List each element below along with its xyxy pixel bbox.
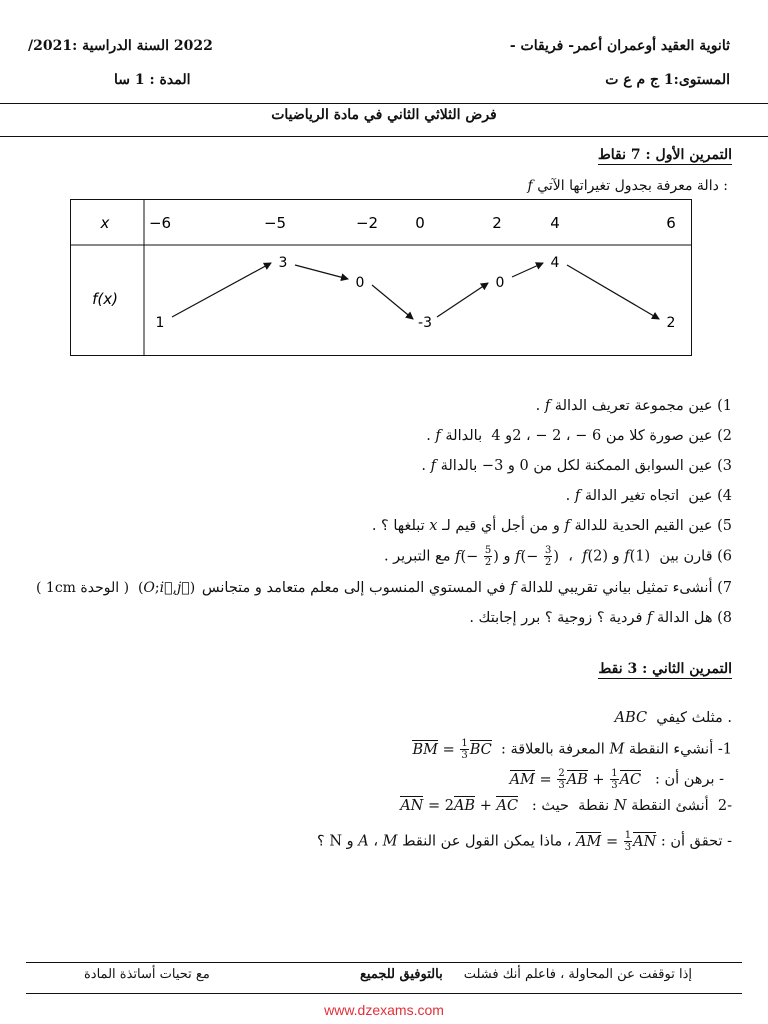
question-8: 8) هل الدالة f فردية ؟ زوجية ؟ برر إجابتك . — [469, 610, 732, 626]
table-x-value: −5 — [263, 214, 287, 232]
school-year — [28, 38, 213, 54]
increasing-arrow — [172, 263, 271, 317]
table-f-value: 0 — [355, 275, 365, 291]
intro-function-var: f — [527, 178, 533, 194]
footer-center: بالتوفيق للجميع — [360, 967, 443, 982]
table-f-value: 4 — [550, 255, 560, 271]
school-year-end: 2022 — [173, 38, 213, 54]
table-fx-label: f(x) — [92, 290, 118, 308]
table-x-label: x — [100, 214, 110, 232]
exercise2-title: التمرين الثاني : — [642, 661, 732, 677]
exercise2-item-3: -2 أنشئ النقطة N نقطة حيث : AN = 2AB + AC — [400, 798, 732, 814]
question-4: 4) عين اتجاه تغير الدالة f . — [565, 488, 732, 504]
decreasing-arrow — [295, 265, 348, 279]
table-f-value: 3 — [278, 255, 288, 271]
table-x-value: 4 — [550, 214, 560, 232]
increasing-arrow — [512, 263, 543, 277]
increasing-arrow — [437, 283, 488, 317]
school-year-label: السنة الدراسية :2021/ — [28, 38, 169, 54]
table-f-value: 2 — [666, 315, 676, 331]
question-2: 2) عين صورة كلا من 6 − ، 2 − ، 2و 4 بالدالة f . — [426, 428, 732, 444]
table-f-values — [156, 255, 676, 331]
class-level: المستوى:1 ج م ع ت — [605, 72, 730, 88]
school-name: ثانوية العقيد أوعمران أعمر- فريقات - — [509, 38, 730, 54]
exam-title: فرض الثلاثي الثاني في مادة الرياضيات — [271, 107, 497, 123]
exam-duration: المدة : 1 سا — [114, 72, 191, 88]
exercise1-intro — [528, 178, 728, 194]
table-x-value: 2 — [492, 214, 502, 232]
intro-text: دالة معرفة بجدول تغيراتها الآتي : — [537, 178, 728, 194]
exercise2-points: 3 نقط — [598, 661, 638, 677]
table-x-value: −6 — [148, 214, 172, 232]
table-f-value: -3 — [418, 315, 432, 331]
question-7-unit: ( 1cm الوحدة ) (O;i⃗,j⃗) — [36, 580, 196, 596]
variation-table — [70, 199, 692, 357]
table-x-value: −2 — [355, 214, 379, 232]
footer-right: إذا توقفت عن المحاولة ، فاعلم أنك فشلت — [463, 967, 692, 982]
exercise1-points: 7 نقاط — [597, 147, 641, 163]
watermark-link[interactable]: www.dzexams.com — [324, 1002, 444, 1018]
question-6: 6) قارن بين f(1) و f(2) ، f(− $\frac{3}{2}$ ) و f(− $\frac{5}{2}$ ) مع التبرير . — [383, 545, 732, 568]
table-f-value: 0 — [495, 275, 505, 291]
question-5: 5) عين القيم الحدية للدالة f و من أجل أي قيم لـ x تبلغها ؟ . — [371, 518, 732, 534]
table-x-value: 0 — [415, 214, 425, 232]
exercise2-item-2: - برهن أن : AM = $\frac{2}{3}$ AB + $\frac{1}{3}$ AC — [509, 768, 724, 791]
exercise1-heading — [598, 147, 732, 165]
exercise2-heading — [598, 661, 732, 679]
exercise2-item-4: - تحقق أن : AM = $\frac{1}{3}$ AN ، ماذا يمكن القول عن النقط A ، M و N ؟ — [317, 830, 732, 853]
table-arrows — [172, 263, 659, 319]
table-x-value: 6 — [666, 214, 676, 232]
question-3: 3) عين السوابق الممكنة لكل من 0 و 3− بالدالة f . — [421, 458, 732, 474]
exercise2-intro: ABC مثلث كيفي . — [614, 710, 732, 726]
decreasing-arrow — [372, 285, 413, 319]
footer-divider-bottom — [26, 993, 742, 994]
decreasing-arrow — [567, 265, 659, 319]
table-x-values — [149, 214, 676, 232]
exercise2-item-1: 1- أنشيء النقطة M المعرفة بالعلاقة : BM = $\frac{1}{3}$ BC — [412, 738, 732, 761]
header-divider-bottom — [0, 136, 768, 137]
header-divider-top — [0, 103, 768, 104]
footer-left: مع تحيات أساتذة المادة — [84, 967, 210, 982]
question-7: 7) أنشىء تمثيل بياني تقريبي للدالة f في المستوي المنسوب إلى معلم متعامد و متجانس — [201, 580, 732, 596]
footer-divider-top — [26, 962, 742, 963]
exercise1-title: التمرين الأول : — [645, 147, 732, 163]
question-1: 1) عين مجموعة تعريف الدالة f . — [535, 398, 732, 414]
table-f-value: 1 — [155, 315, 165, 331]
